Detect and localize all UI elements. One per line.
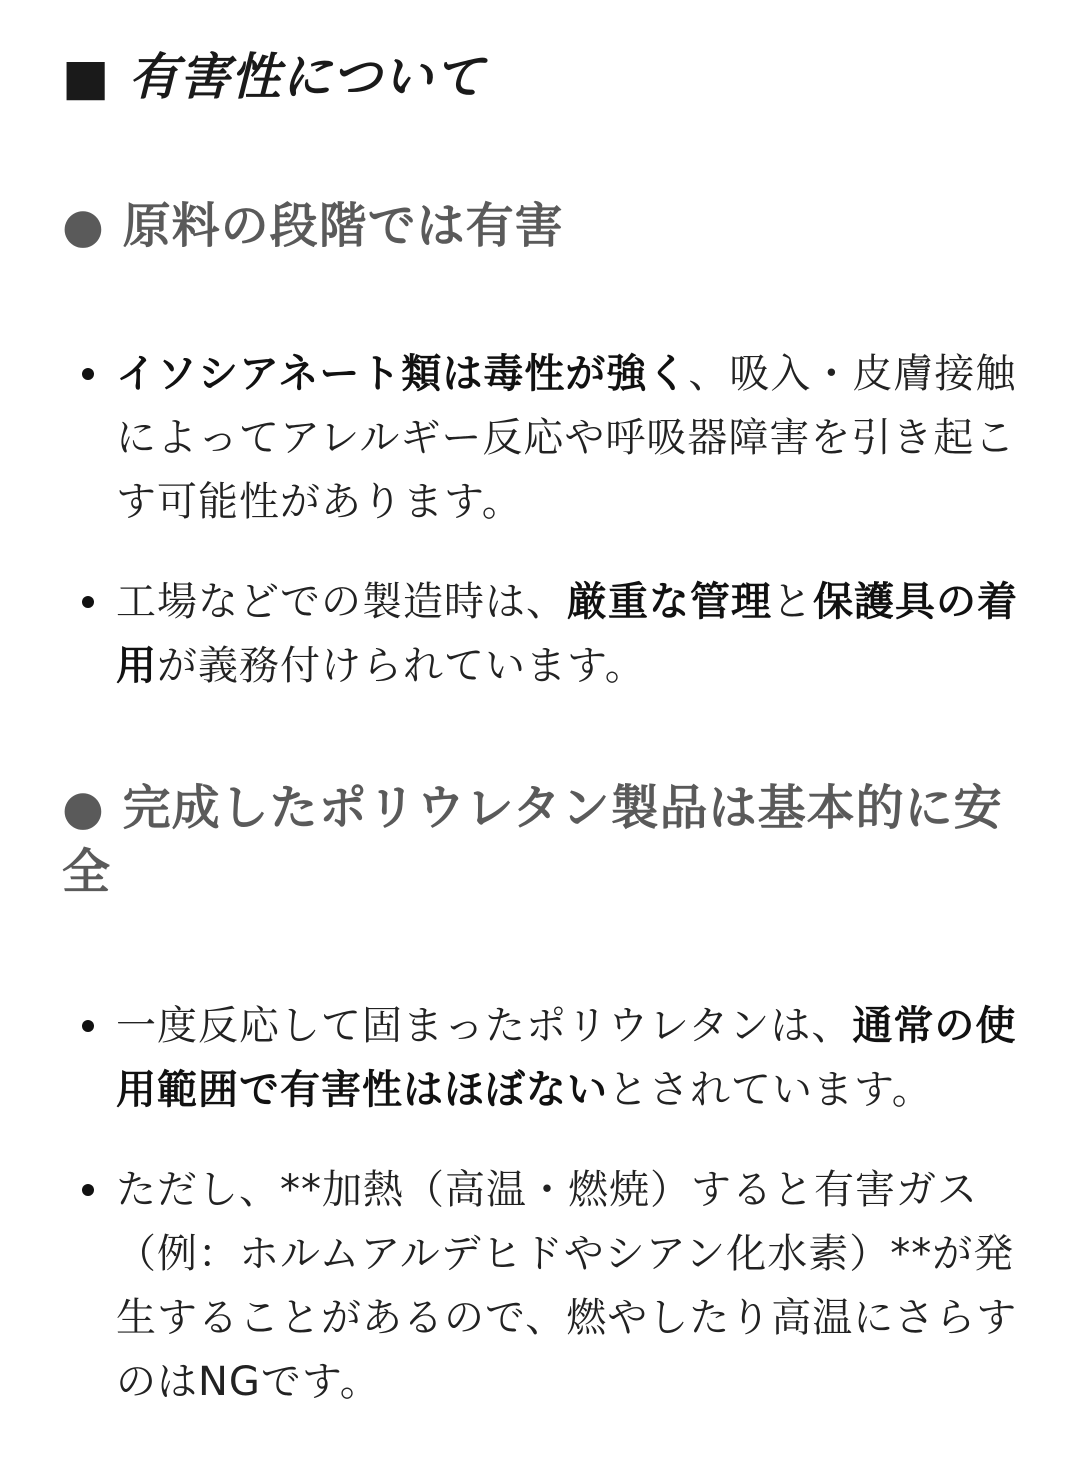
bullet-list-finished-product (62, 994, 1018, 1414)
bold-text: 厳重な管理 (567, 579, 772, 625)
bullet-dot-icon (82, 1184, 94, 1196)
body-text: ただし、**加熱（高温・燃焼）すると有害ガス（例：ホルムアルデヒドやシアン化水素）**が発生することがあるので、燃やしたり高温にさらすのはNGです。 (116, 1167, 1018, 1405)
bullet-dot-icon (82, 1020, 94, 1032)
bold-text: イソシアネート類は毒性が強く (116, 351, 689, 397)
bullet-dot-icon (82, 368, 94, 380)
body-text: と (772, 579, 813, 625)
body-text: 工場などでの製造時は、 (116, 579, 567, 625)
list-item (62, 1158, 1018, 1414)
section-heading-raw-material: ● 原料の段階では有害 (62, 198, 564, 254)
list-item (62, 342, 1018, 534)
body-text: 、吸入・皮膚接触によってアレルギー反応や呼吸器障害を引き起こす可能性があります。 (116, 351, 1017, 525)
bullet-list-raw-material (62, 342, 1018, 698)
body-text: 一度反応して固まったポリウレタンは、 (116, 1003, 853, 1049)
bullet-dot-icon (82, 596, 94, 608)
list-item (62, 570, 1018, 698)
section-heading-finished-product: ● 完成したポリウレタン製品は基本的に安全 (62, 780, 1003, 900)
body-text: とされています。 (608, 1067, 933, 1113)
body-text: が義務付けられています。 (157, 643, 646, 689)
bold-text: 通常の使用範囲で有害性はほぼない (116, 1003, 1017, 1113)
bold-text: 保護具の着用 (116, 579, 1018, 689)
page-title: ■ 有害性について (62, 48, 485, 106)
list-item (62, 994, 1018, 1122)
